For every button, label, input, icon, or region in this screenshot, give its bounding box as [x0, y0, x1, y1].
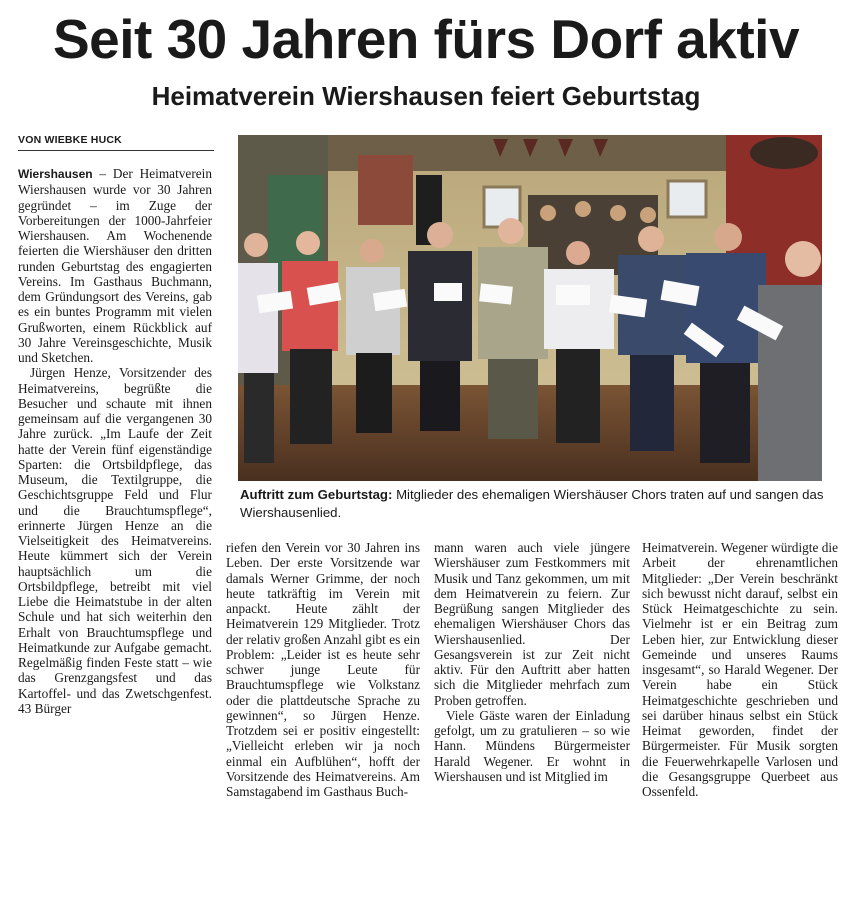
- article-paragraph: Viele Gäste waren der Einladung gefolgt, um zu gratulieren – so wie Hann. Mündens Bürgermeister Harald Wegener. Er wohnt in Wiershausen und ist Mitglied im: [434, 707, 630, 784]
- paragraph-text: – Der Heimatverein Wiershausen wurde vor 30 Jahren gegründet – im Zuge der Vorbereitungen der 1000-Jahrfeier Wiershausen. Am Wochenende feierten die Wiershäuser den dritten runden Geburtstag des engagierten Vereins. Im Gasthaus Buchmann, dem Gründungsort des Vereins, gab es ein buntes Programm mit vielen Grußworten, einem Rückblick auf 30 Jahre Vereinsgeschichte, Musik und Sketchen.: [18, 166, 212, 365]
- article-paragraph: [18, 166, 212, 365]
- wall-emblem: [750, 137, 818, 169]
- article-byline: VON WIEBKE HUCK: [18, 132, 214, 151]
- article-paragraph: mann waren auch viele jüngere Wiershäuser zum Festkommers mit Musik und Tanz gekommen, um mit dem Heimatverein zu feiern. Zur Begrüßung sangen Mitglieder des ehemaligen Wiershäuser Chors das Wiershausenlied. Der Gesangsverein ist zur Zeit nicht aktiv. Für den Auftritt aber hatten sich die Mitglieder mehrfach zum Proben getroffen.: [434, 540, 630, 708]
- article-paragraph: Jürgen Henze, Vorsitzender des Heimatvereins, begrüßte die Besucher und schaute mit ihnen gemeinsam auf die vergangenen 30 Jahre zurück. „Im Laufe der Zeit hatte der Verein fünf eigenständige Sparten: die Ortsbildpflege, das Museum, die Textilgruppe, die Geschichtsgruppe Feld und Flur und die Brauchtumspflege“, erinnerte Jürgen Henze an die Vielseitigkeit des Heimatvereins. Heute kümmert sich der Verein hauptsächlich um die Ortsbildpflege, betreibt mit viel Liebe die Heimatstube in der alten Schule und hat sich weiterhin den Erhalt von Brauchtumspflege und Heimatkunde zur Aufgabe gemacht. Regelmäßig finden Feste statt – wie das Grenzgangsfest und das Kartoffel- und das Zwetschgenfest. 43 Bürger: [18, 365, 212, 716]
- caption-lead: Auftritt zum Geburtstag:: [240, 487, 393, 502]
- article-column-4: [642, 540, 838, 799]
- caption-text: Mitglieder des ehemaligen Wiershäuser Chors traten auf und sangen das Wiershausenlied.: [240, 487, 824, 520]
- article-photo: [238, 135, 822, 481]
- article-paragraph: Heimatverein. Wegener würdigte die Arbeit der ehrenamtlichen Mitglieder: „Der Verein beschränkt sich bewusst nicht darauf, selbst ein Stück Heimatgeschichte zu sein. Vielmehr ist er ein Beitrag zum Leben hier, zur Entwicklung dieser Gemeinde und unseres Raums insgesamt“, so Harald Wegener. Der Verein habe ein Stück Heimatgeschichte geschrieben und sei darüber hinaus selbst ein Stück Heimat geworden, findet der Bürgermeister. Für Musik sorgten die Feuerwehrkapelle Varlosen und die Gesangsgruppe Querbeet aus Ossenfeld.: [642, 540, 838, 799]
- singer: [238, 233, 278, 463]
- wall-banner: [358, 155, 413, 225]
- window-right: [668, 181, 706, 217]
- article-paragraph: riefen den Verein vor 30 Jahren ins Leben. Der erste Vorsitzende war damals Werner Grimme, der noch heute tatkräftig im Verein mit anpackt. Heute zählt der Heimatverein 129 Mitglieder. Trotz der relativ großen Anzahl gibt es ein Problem: „Leider ist es heute sehr schwer junge Leute für Brauchtumspflege wie Volkstanz oder die plattdeutsche Sprache zu gewinnen“, so Jürgen Henze. Trotzdem sei er positiv eingestellt: „Vielleicht erleben wir ja noch einmal ein Aufblühen“, hofft der Vorsitzende des Heimatvereins. Am Samstagabend im Gasthaus Buch-: [226, 540, 420, 799]
- article-column-3: [434, 540, 630, 784]
- article-subheadline: Heimatverein Wiershausen feiert Geburtstag: [151, 81, 701, 111]
- article-column-2: [226, 540, 420, 799]
- singer: [478, 218, 548, 439]
- dateline: Wiershausen: [18, 167, 93, 181]
- choir-photo-illustration: [238, 135, 822, 481]
- article-headline: Seit 30 Jahren fürs Dorf aktiv: [52, 8, 800, 70]
- article-column-1: [18, 166, 212, 716]
- photo-caption: [240, 486, 830, 522]
- singer: [282, 231, 338, 444]
